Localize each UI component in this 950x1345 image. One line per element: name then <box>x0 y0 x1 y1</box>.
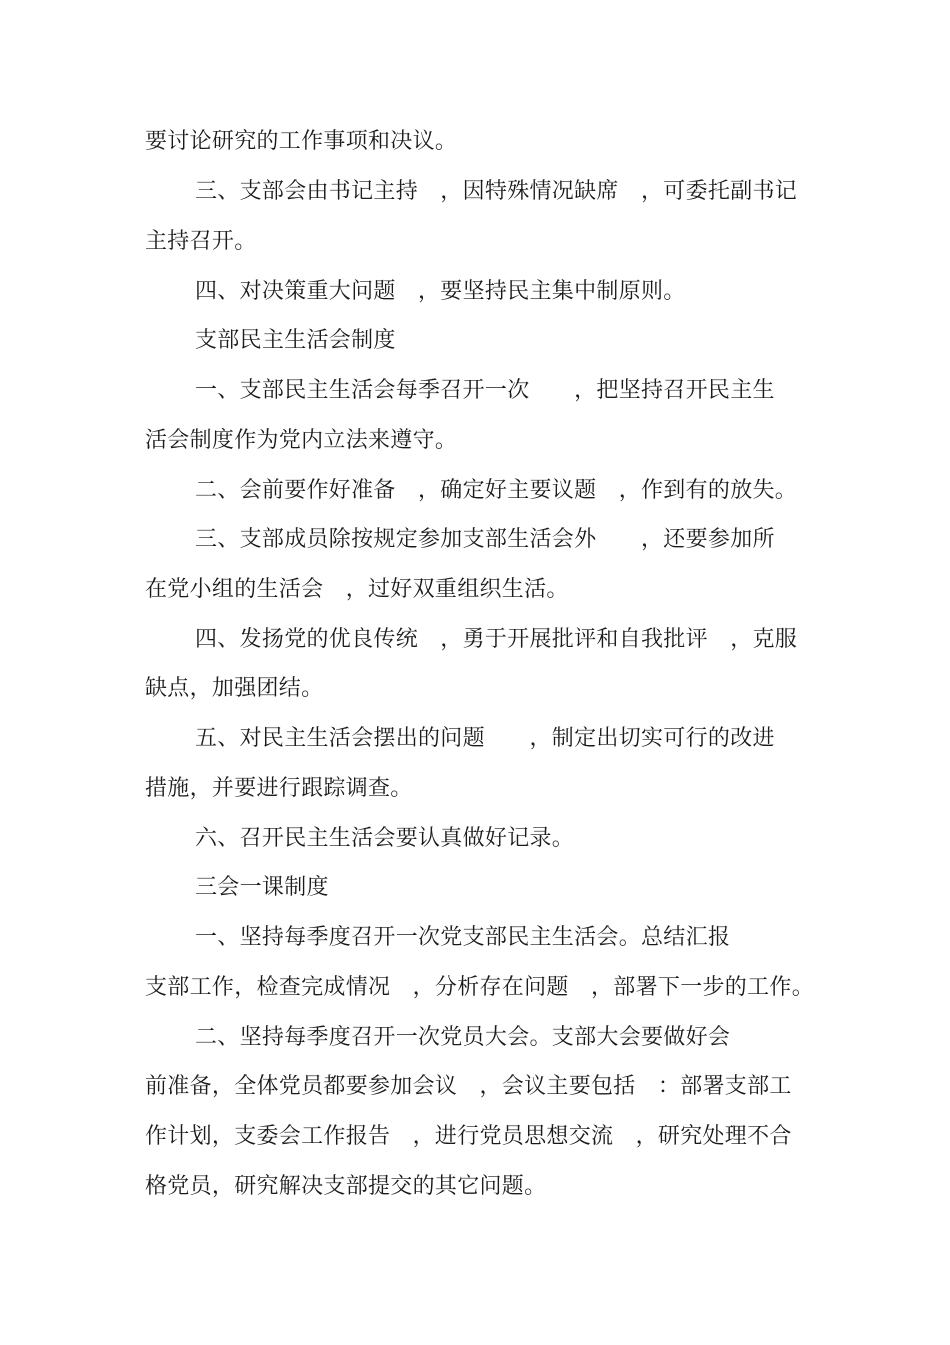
paragraph-line: 三、支部会由书记主持 ，因特殊情况缺席 ，可委托副书记 <box>195 179 798 204</box>
paragraph-line: 五、对民主生活会摆出的问题 ，制定出切实可行的改进 <box>195 726 775 751</box>
paragraph-line: 三、支部成员除按规定参加支部生活会外 ，还要参加所 <box>195 527 775 552</box>
paragraph-line: 二、坚持每季度召开一次党员大会。支部大会要做好会 <box>195 1025 731 1050</box>
paragraph-line: 措施，并要进行跟踪调查。 <box>145 776 413 801</box>
paragraph-line: 格党员，研究解决支部提交的其它问题。 <box>145 1174 547 1199</box>
paragraph-line: 活会制度作为党内立法来遵守。 <box>145 428 458 453</box>
paragraph-line: 作计划，支委会工作报告 ，进行党员思想交流 ，研究处理不合 <box>145 1124 792 1149</box>
section-heading: 三会一课制度 <box>195 875 329 900</box>
paragraph-line: 四、对决策重大问题 ，要坚持民主集中制原则。 <box>195 279 686 304</box>
paragraph-line: 一、支部民主生活会每季召开一次 ，把坚持召开民主生 <box>195 378 775 403</box>
paragraph-line: 支部工作，检查完成情况 ，分析存在问题 ，部署下一步的工作。 <box>145 975 815 1000</box>
section-heading: 支部民主生活会制度 <box>195 328 396 353</box>
paragraph-line: 二、会前要作好准备 ，确定好主要议题 ，作到有的放失。 <box>195 478 798 503</box>
paragraph-line: 六、召开民主生活会要认真做好记录。 <box>195 826 575 851</box>
paragraph-line: 在党小组的生活会 ，过好双重组织生活。 <box>145 577 569 602</box>
paragraph-line: 四、发扬党的优良传统 ，勇于开展批评和自我批评 ，克服 <box>195 627 798 652</box>
paragraph-line: 前准备，全体党员都要参加会议 ，会议主要包括 ：部署支部工 <box>145 1074 792 1099</box>
paragraph-line: 一、坚持每季度召开一次党支部民主生活会。总结汇报 <box>195 925 731 950</box>
paragraph-line: 缺点，加强团结。 <box>145 676 324 701</box>
paragraph-line: 主持召开。 <box>145 229 257 254</box>
paragraph-line: 要讨论研究的工作事项和决议。 <box>145 129 458 154</box>
